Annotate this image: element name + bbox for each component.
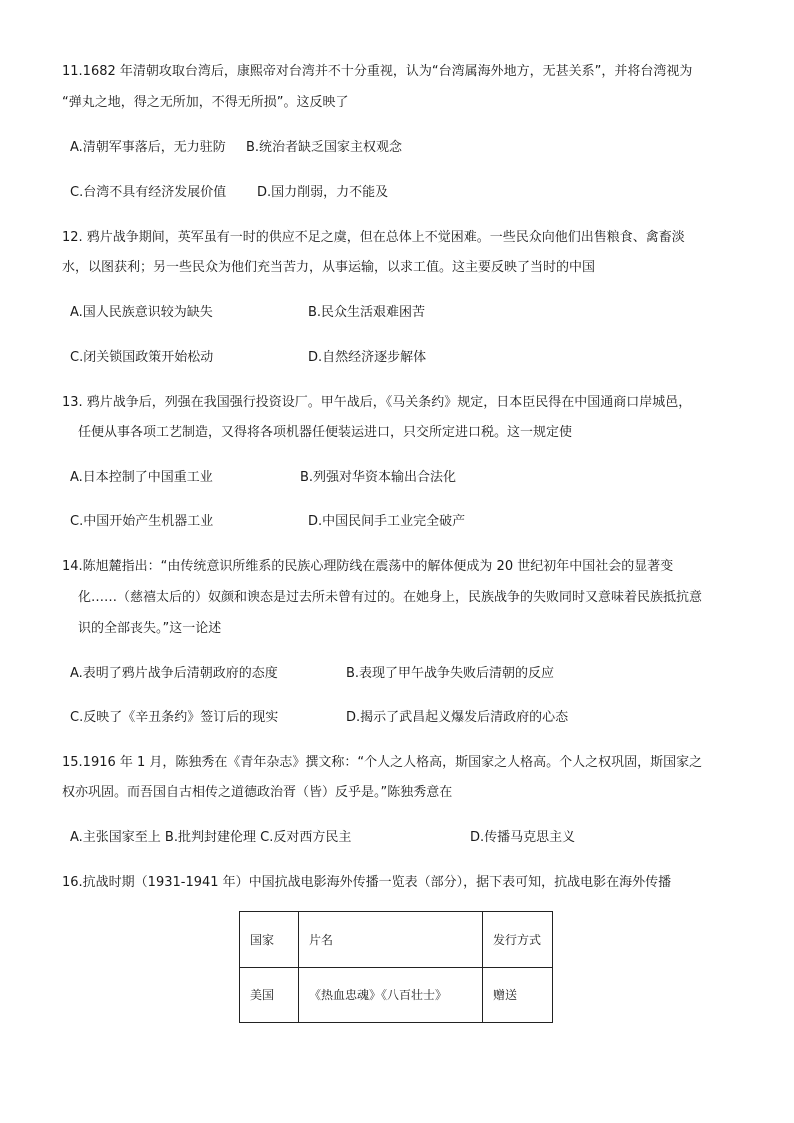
q12-option-d: D.自然经济逐步解体 — [308, 350, 427, 365]
q13-stem-line1: 13. 鸦片战争后，列强在我国强行投资设厂。甲午战后，《马关条约》规定，日本臣民得在中国通商口岸城邑， — [62, 395, 692, 410]
q11-option-b: B.统治者缺乏国家主权观念 — [246, 140, 403, 155]
q12-option-c: C.闭关锁国政策开始松动 — [70, 350, 214, 365]
q12-option-b: B.民众生活艰难困苦 — [308, 305, 426, 320]
q11-option-a: A.清朝军事落后，无力驻防 — [70, 140, 226, 155]
q13-option-a: A.日本控制了中国重工业 — [70, 470, 213, 485]
q16-stem-line1: 16.抗战时期（1931-1941 年）中国抗战电影海外传播一览表（部分），据下表可知，抗战电影在海外传播 — [62, 875, 672, 890]
q14-option-c: C.反映了《辛丑条约》签订后的现实 — [70, 710, 279, 725]
q15-options-abc: A.主张国家至上 B.批判封建伦理 C.反对西方民主 — [70, 830, 352, 845]
table-cell-country: 美国 — [240, 967, 299, 1023]
table-row — [240, 967, 553, 1023]
q12-stem-line2: 水，以图获利；另一些民众为他们充当苦力，从事运输，以求工值。这主要反映了当时的中国 — [62, 260, 596, 275]
table-cell-method: 赠送 — [483, 967, 553, 1023]
q15-stem-line2: 权亦巩固。而吾国自古相传之道德政治胥（皆）反乎是。”陈独秀意在 — [62, 785, 453, 800]
q14-option-a: A.表明了鸦片战争后清朝政府的态度 — [70, 666, 278, 681]
q15-option-d: D.传播马克思主义 — [470, 830, 576, 845]
q13-option-b: B.列强对华资本输出合法化 — [300, 470, 457, 485]
q13-stem-line2: 任便从事各项工艺制造，又得将各项机器任便装运进口，只交所定进口税。这一规定使 — [78, 425, 573, 440]
q14-stem-line2: 化……（慈禧太后的）奴颜和谀态是过去所未曾有过的。在她身上，民族战争的失败同时又意味着民族抵抗意 — [78, 590, 703, 605]
q15-stem-line1: 15.1916 年 1 月，陈独秀在《青年杂志》撰文称：“个人之人格高，斯国家之人格高。个人之权巩固，斯国家之 — [62, 755, 703, 770]
table-header-title: 片名 — [299, 912, 483, 968]
table-header-country: 国家 — [240, 912, 299, 968]
q14-option-b: B.表现了甲午战争失败后清朝的反应 — [346, 666, 555, 681]
q12-option-a: A.国人民族意识较为缺失 — [70, 305, 213, 320]
table-header-method: 发行方式 — [483, 912, 553, 968]
q14-stem-line3: 识的全部丧失。”这一论述 — [78, 621, 222, 636]
table-cell-title: 《热血忠魂》《八百壮士》 — [299, 967, 483, 1023]
q11-stem-line1: 11.1682 年清朝攻取台湾后，康熙帝对台湾并不十分重视，认为“台湾属海外地方，无甚关系”，并将台湾视为 — [62, 64, 693, 79]
film-distribution-table — [239, 911, 553, 1023]
q14-stem-line1: 14.陈旭麓指出：“由传统意识所维系的民族心理防线在震荡中的解体便成为 20 世纪初年中国社会的显著变 — [62, 559, 674, 574]
q13-option-d: D.中国民间手工业完全破产 — [308, 514, 466, 529]
table-header-row — [240, 912, 553, 968]
q11-stem-line2: “弹丸之地，得之无所加，不得无所损”。这反映了 — [62, 95, 349, 110]
q12-stem-line1: 12. 鸦片战争期间，英军虽有一时的供应不足之虞，但在总体上不觉困难。一些民众向他们出售粮食、禽畜淡 — [62, 230, 685, 245]
q14-option-d: D.揭示了武昌起义爆发后清政府的心态 — [346, 710, 569, 725]
q11-option-d: D.国力削弱，力不能及 — [257, 185, 389, 200]
q11-option-c: C.台湾不具有经济发展价值 — [70, 185, 227, 200]
q13-option-c: C.中国开始产生机器工业 — [70, 514, 214, 529]
